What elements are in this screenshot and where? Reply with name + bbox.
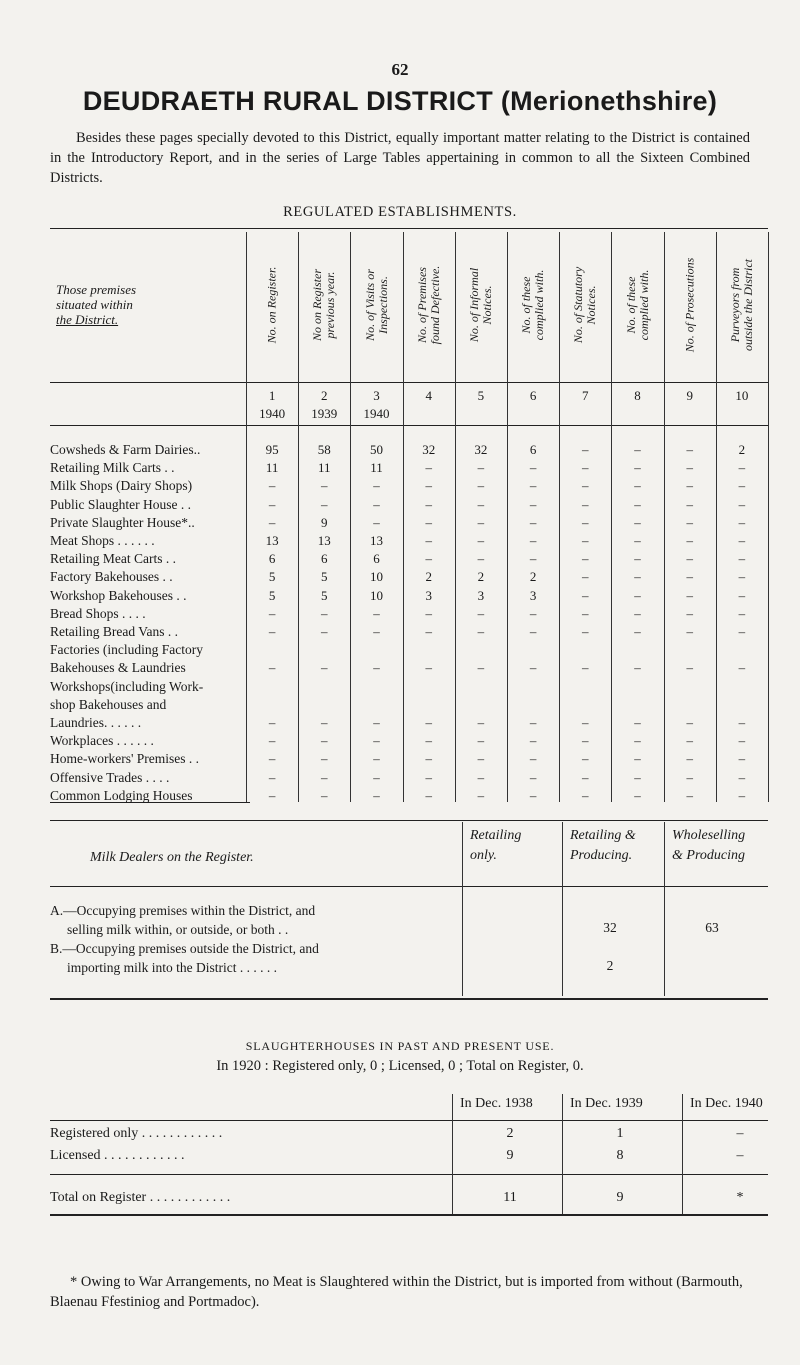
table-rule xyxy=(50,382,768,383)
column-heading-text: No. on Register. xyxy=(264,266,279,344)
table-cell: – xyxy=(738,660,746,676)
column-number: 1 xyxy=(268,388,276,403)
table-cell: – xyxy=(738,587,746,603)
row-label: Retailing Bread Vans . . xyxy=(50,624,178,639)
slaughter-value: – xyxy=(736,1126,744,1141)
section-heading: REGULATED ESTABLISHMENTS. xyxy=(283,204,517,220)
table-cell: 32 xyxy=(422,442,436,457)
table-cell: – xyxy=(477,660,485,676)
column-year: 1940 xyxy=(259,406,286,421)
table-cell: – xyxy=(582,733,589,749)
slaughter-row-label: Registered only . . . . . . . . . . . . xyxy=(50,1126,223,1141)
table-cell: – xyxy=(582,442,589,457)
table-cell: – xyxy=(425,751,432,767)
slaughterhouses-heading: SLAUGHTERHOUSES IN PAST AND PRESENT USE. xyxy=(245,1039,555,1053)
table-cell: – xyxy=(634,551,641,567)
table-cell: – xyxy=(529,460,537,476)
table-cell: – xyxy=(634,660,641,676)
table-cell: – xyxy=(321,496,328,512)
table-cell: 2 xyxy=(425,569,432,585)
row-label: Bakehouses & Laundries xyxy=(50,660,186,676)
table-cell: 13 xyxy=(317,533,331,548)
row-header-line: situated within xyxy=(56,297,133,312)
table-cell: – xyxy=(268,769,276,785)
table-cell: – xyxy=(686,769,693,785)
table-cell: – xyxy=(686,442,693,457)
column-heading xyxy=(521,234,545,376)
column-number: 6 xyxy=(529,388,537,403)
table-cell: – xyxy=(268,478,276,494)
table-cell: 2 xyxy=(529,569,537,585)
table-cell: – xyxy=(373,605,380,621)
table-cell: – xyxy=(582,769,589,785)
column-divider xyxy=(462,822,463,996)
table-cell: – xyxy=(582,605,589,621)
column-number: 7 xyxy=(582,388,589,403)
table-cell: – xyxy=(373,624,380,639)
table-cell: – xyxy=(582,533,589,548)
table-cell: – xyxy=(529,660,537,676)
table-cell: – xyxy=(529,514,537,530)
table-cell: 10 xyxy=(370,587,383,603)
table-rule xyxy=(50,1120,768,1121)
column-heading-text: No. of Informal Notices. xyxy=(466,267,494,343)
table-cell: – xyxy=(425,605,432,621)
column-heading xyxy=(623,234,651,376)
table-cell: – xyxy=(268,514,276,530)
row-label: shop Bakehouses and xyxy=(50,696,167,712)
column-divider xyxy=(452,1094,453,1214)
table-cell: – xyxy=(321,624,328,639)
column-heading xyxy=(414,234,442,376)
table-cell: – xyxy=(686,605,693,621)
milk-value: 2 xyxy=(606,958,614,973)
table-cell: – xyxy=(268,496,276,512)
column-number: 2 xyxy=(321,388,328,403)
column-heading-text: No. of Prosecutions xyxy=(682,257,697,353)
row-label: Offensive Trades . . . . xyxy=(50,769,170,785)
table-cell: – xyxy=(529,605,537,621)
table-cell: 2 xyxy=(738,442,746,457)
table-cell: – xyxy=(738,533,746,548)
table-cell: 58 xyxy=(317,442,331,457)
table-cell: – xyxy=(582,478,589,494)
table-cell: 13 xyxy=(370,533,383,548)
table-cell: – xyxy=(477,605,485,621)
table-cell: – xyxy=(321,660,328,676)
table-cell: – xyxy=(321,733,328,749)
intro-paragraph: Besides these pages specially devoted to this District, equally important matter relating to the District is contained in the Introductory Report, and in the series of Large Tables appertaining in common to all the Sixteen Combined Districts. xyxy=(50,130,750,186)
table-cell: – xyxy=(738,751,746,767)
table-cell: – xyxy=(529,478,537,494)
column-heading xyxy=(260,234,284,376)
table-cell: – xyxy=(425,769,432,785)
slaughter-column-heading: In Dec. 1940 xyxy=(690,1096,763,1111)
table-cell: – xyxy=(686,587,693,603)
table-cell: – xyxy=(738,624,746,639)
table-cell: – xyxy=(321,769,328,785)
row-label: Workplaces . . . . . . xyxy=(50,733,154,749)
table-cell: – xyxy=(738,715,746,730)
regulated-establishments-table xyxy=(50,228,768,803)
table-cell: – xyxy=(425,551,432,567)
column-number: 9 xyxy=(686,388,693,403)
table-cell: – xyxy=(425,496,432,512)
table-cell: 9 xyxy=(321,514,328,530)
row-label: Retailing Meat Carts . . xyxy=(50,551,176,567)
table-cell: – xyxy=(738,733,746,749)
table-cell: – xyxy=(738,569,746,585)
slaughter-total-value: * xyxy=(736,1190,744,1205)
table-cell: 95 xyxy=(265,442,279,457)
column-heading xyxy=(573,234,597,376)
table-cell: – xyxy=(634,605,641,621)
table-cell: – xyxy=(582,660,589,676)
table-cell: – xyxy=(686,551,693,567)
table-cell: – xyxy=(582,751,589,767)
column-divider xyxy=(350,232,351,802)
row-label: Factory Bakehouses . . xyxy=(50,569,173,585)
table-cell: 50 xyxy=(370,442,383,457)
table-cell: – xyxy=(268,624,276,639)
table-cell: – xyxy=(529,715,537,730)
row-label: Private Slaughter House*.. xyxy=(50,514,195,530)
table-cell: – xyxy=(529,751,537,767)
milk-value: 32 xyxy=(603,920,617,935)
table-cell: 3 xyxy=(477,587,485,603)
column-heading xyxy=(466,234,494,376)
table-cell: 3 xyxy=(529,587,537,603)
table-cell: – xyxy=(321,787,328,803)
table-cell: 2 xyxy=(477,569,485,585)
table-cell: – xyxy=(634,460,641,476)
table-cell: 6 xyxy=(529,442,537,457)
table-cell: 11 xyxy=(265,460,279,476)
table-cell: – xyxy=(529,496,537,512)
slaughter-value: 9 xyxy=(506,1148,514,1163)
table-cell: 11 xyxy=(370,460,383,476)
table-cell: – xyxy=(425,660,432,676)
table-cell: – xyxy=(529,733,537,749)
table-cell: – xyxy=(634,715,641,730)
table-cell: – xyxy=(477,769,485,785)
column-divider xyxy=(768,232,769,802)
table-cell: – xyxy=(634,587,641,603)
table-cell: 5 xyxy=(268,587,276,603)
milk-column-heading: Retailing xyxy=(470,828,522,843)
table-cell: – xyxy=(686,660,693,676)
table-cell: 6 xyxy=(373,551,380,567)
table-cell: – xyxy=(425,787,432,803)
table-cell: – xyxy=(686,496,693,512)
slaughterhouses-note: In 1920 : Registered only, 0 ; Licensed, 0 ; Total on Register, 0. xyxy=(216,1058,584,1074)
milk-value: 63 xyxy=(705,920,719,935)
column-divider xyxy=(664,822,665,996)
table-cell: – xyxy=(477,496,485,512)
slaughter-value: 2 xyxy=(506,1126,514,1141)
table-cell: – xyxy=(582,551,589,567)
table-cell: – xyxy=(738,496,746,512)
table-cell: – xyxy=(686,733,693,749)
table-cell: – xyxy=(582,587,589,603)
page-title: DEUDRAETH RURAL DISTRICT (Merionethshire) xyxy=(82,86,718,116)
table-cell: – xyxy=(634,733,641,749)
table-cell: – xyxy=(477,715,485,730)
table-cell: – xyxy=(268,751,276,767)
milk-column-heading: Retailing & xyxy=(570,828,636,843)
column-heading xyxy=(362,234,390,376)
table-rule xyxy=(50,820,768,821)
table-cell: – xyxy=(634,514,641,530)
table-cell: – xyxy=(686,478,693,494)
table-cell: – xyxy=(686,715,693,730)
table-cell: 6 xyxy=(321,551,328,567)
table-cell: – xyxy=(268,733,276,749)
table-cell: – xyxy=(268,660,276,676)
slaughter-total-value: 11 xyxy=(503,1190,517,1205)
table-cell: 32 xyxy=(474,442,488,457)
table-cell: 11 xyxy=(318,460,331,476)
table-cell: – xyxy=(321,751,328,767)
table-cell: – xyxy=(321,715,328,730)
column-divider xyxy=(246,232,247,802)
table-cell: 13 xyxy=(265,533,279,548)
table-cell: – xyxy=(738,551,746,567)
column-year: 1939 xyxy=(311,406,338,421)
table-rule xyxy=(50,1214,768,1216)
milk-column-heading: & Producing xyxy=(672,848,745,863)
column-heading xyxy=(727,234,755,376)
table-cell: – xyxy=(321,478,328,494)
table-cell: – xyxy=(634,569,641,585)
slaughter-value: 8 xyxy=(616,1148,624,1163)
milk-dealers-table xyxy=(50,820,768,1030)
table-cell: – xyxy=(738,769,746,785)
column-divider xyxy=(455,232,456,802)
table-cell: – xyxy=(477,478,485,494)
row-label: Bread Shops . . . . xyxy=(50,605,146,621)
column-heading xyxy=(678,234,702,376)
table-cell: – xyxy=(634,533,641,548)
column-heading-text: No. of Statutory Notices. xyxy=(571,266,599,344)
table-cell: – xyxy=(373,787,380,803)
column-divider xyxy=(559,232,560,802)
table-cell: – xyxy=(477,533,485,548)
table-cell: – xyxy=(373,769,380,785)
slaughter-total-label: Total on Register . . . . . . . . . . . . xyxy=(50,1190,231,1205)
column-number: 8 xyxy=(634,388,641,403)
milk-column-heading: Producing. xyxy=(570,848,633,863)
table-cell: 5 xyxy=(321,569,328,585)
column-heading-text: No on Register previous year. xyxy=(310,269,338,341)
table-cell: 3 xyxy=(425,587,432,603)
table-cell: – xyxy=(425,715,432,730)
milk-column-heading: Wholeselling xyxy=(672,828,746,843)
table-cell: – xyxy=(477,733,485,749)
table-cell: – xyxy=(373,751,380,767)
row-label: Meat Shops . . . . . . xyxy=(50,533,155,548)
column-heading-text: No. of Visits or Inspections. xyxy=(362,269,390,341)
table-rule xyxy=(50,1174,768,1175)
column-divider xyxy=(298,232,299,802)
slaughter-value: 1 xyxy=(616,1126,624,1141)
footnote: * Owing to War Arrangements, no Meat is Slaughtered within the District, but is imported from without (Barmouth, Blaenau Ffestiniog and Portmadoc). xyxy=(50,1274,743,1310)
table-cell: – xyxy=(686,460,693,476)
table-cell: – xyxy=(582,787,589,803)
column-divider xyxy=(716,232,717,802)
table-cell: – xyxy=(425,624,432,639)
table-cell: – xyxy=(477,460,485,476)
table-cell: – xyxy=(477,751,485,767)
row-label: Retailing Milk Carts . . xyxy=(50,460,175,476)
table-cell: – xyxy=(477,787,485,803)
table-cell: – xyxy=(477,624,485,639)
column-number: 3 xyxy=(373,388,380,403)
column-heading-text: No. of these complied with. xyxy=(519,269,547,341)
slaughterhouses-table xyxy=(50,1094,768,1254)
milk-row-a-text: selling milk within, or outside, or both . . xyxy=(67,922,289,937)
table-cell: – xyxy=(268,787,276,803)
table-cell: – xyxy=(268,605,276,621)
table-cell: – xyxy=(738,514,746,530)
column-divider xyxy=(403,232,404,802)
row-header-line: the District. xyxy=(56,312,119,327)
table-cell: 5 xyxy=(268,569,276,585)
table-cell: – xyxy=(582,569,589,585)
page-number: 62 xyxy=(391,60,409,79)
table-cell: – xyxy=(634,787,641,803)
column-number: 5 xyxy=(477,388,485,403)
table-cell: – xyxy=(634,751,641,767)
table-cell: – xyxy=(634,624,641,639)
table-cell: – xyxy=(373,660,380,676)
milk-row-a-text: A.—Occupying premises within the District, and xyxy=(50,903,316,918)
table-cell: – xyxy=(425,460,432,476)
slaughter-total-value: 9 xyxy=(616,1190,624,1205)
slaughter-value: – xyxy=(736,1148,744,1163)
table-rule xyxy=(50,886,768,887)
column-heading xyxy=(312,234,336,376)
table-cell: – xyxy=(529,533,537,548)
row-label: Factories (including Factory xyxy=(50,642,203,658)
table-cell: – xyxy=(582,496,589,512)
table-cell: – xyxy=(582,624,589,639)
milk-dealers-label: Milk Dealers on the Register. xyxy=(90,850,254,865)
slaughter-column-heading: In Dec. 1939 xyxy=(570,1096,643,1111)
row-label: Cowsheds & Farm Dairies.. xyxy=(50,442,201,457)
slaughter-row-label: Licensed . . . . . . . . . . . . xyxy=(50,1148,185,1163)
table-cell: 6 xyxy=(268,551,276,567)
table-cell: – xyxy=(686,569,693,585)
table-cell: – xyxy=(686,514,693,530)
row-header-line: Those premises xyxy=(56,282,137,297)
row-label: Workshop Bakehouses . . xyxy=(50,587,187,603)
table-cell: – xyxy=(582,715,589,730)
table-cell: – xyxy=(529,769,537,785)
table-cell: – xyxy=(477,551,485,567)
column-number: 10 xyxy=(735,388,749,403)
row-header-label xyxy=(56,282,166,327)
row-label: Public Slaughter House . . xyxy=(50,496,191,512)
column-divider xyxy=(664,232,665,802)
table-cell: – xyxy=(686,533,693,548)
column-heading-text: No. of Premises found Defective. xyxy=(414,265,442,345)
milk-row-b-text: importing milk into the District . . . . . . xyxy=(67,960,277,975)
table-rule xyxy=(50,998,768,1000)
table-cell: – xyxy=(477,514,485,530)
table-cell: – xyxy=(686,751,693,767)
column-divider xyxy=(611,232,612,802)
column-year: 1940 xyxy=(363,406,390,421)
table-cell: – xyxy=(738,605,746,621)
row-label: Common Lodging Houses xyxy=(50,787,193,803)
column-heading-text: Purveyors from outside the District xyxy=(727,259,755,351)
table-cell: – xyxy=(373,715,380,730)
table-cell: – xyxy=(373,514,380,530)
table-rule xyxy=(50,425,768,426)
table-cell: – xyxy=(634,442,641,457)
table-cell: – xyxy=(634,496,641,512)
column-divider xyxy=(682,1094,683,1214)
table-cell: – xyxy=(425,733,432,749)
slaughter-column-heading: In Dec. 1938 xyxy=(460,1096,533,1111)
table-cell: – xyxy=(634,478,641,494)
table-cell: – xyxy=(373,733,380,749)
row-label: Home-workers' Premises . . xyxy=(50,751,200,767)
milk-column-heading: only. xyxy=(470,848,497,863)
table-cell: – xyxy=(738,460,746,476)
table-cell: 10 xyxy=(370,569,383,585)
table-cell: 5 xyxy=(321,587,328,603)
column-number: 4 xyxy=(425,388,432,403)
table-cell: – xyxy=(582,460,589,476)
table-cell: – xyxy=(634,769,641,785)
column-heading-text: No. of these complied with. xyxy=(623,269,651,341)
table-cell: – xyxy=(738,787,746,803)
milk-row-b-text: B.—Occupying premises outside the District, and xyxy=(50,941,319,956)
table-cell: – xyxy=(686,787,693,803)
table-cell: – xyxy=(268,715,276,730)
table-cell: – xyxy=(738,478,746,494)
column-divider xyxy=(562,822,563,996)
table-cell: – xyxy=(425,478,432,494)
column-divider xyxy=(562,1094,563,1214)
table-cell: – xyxy=(373,496,380,512)
table-cell: – xyxy=(529,787,537,803)
table-cell: – xyxy=(321,605,328,621)
table-cell: – xyxy=(529,551,537,567)
row-label: Milk Shops (Dairy Shops) xyxy=(50,478,193,494)
table-cell: – xyxy=(582,514,589,530)
column-divider xyxy=(507,232,508,802)
table-rule xyxy=(50,228,768,229)
row-label: Laundries. . . . . . xyxy=(50,715,142,730)
table-cell: – xyxy=(425,533,432,548)
table-cell: – xyxy=(373,478,380,494)
row-label: Workshops(including Work- xyxy=(50,678,204,694)
table-cell: – xyxy=(425,514,432,530)
table-cell: – xyxy=(686,624,693,639)
table-cell: – xyxy=(529,624,537,639)
